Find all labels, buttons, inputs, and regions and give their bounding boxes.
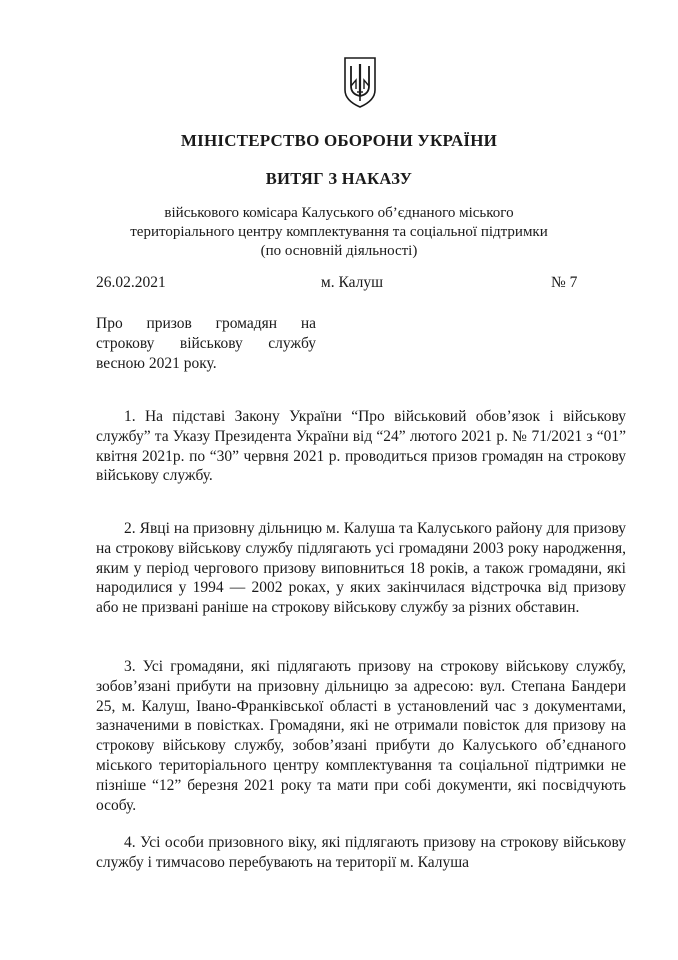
issuer-line-1: військового комісара Калуського об’єднаного міського xyxy=(164,205,514,221)
issuer-line-3: (по основній діяльності) xyxy=(260,243,418,259)
paragraph-4: 4. Усі особи призовного віку, які підлягають призову на строкову військову службу і тимчасово перебувають на території м. Калуша xyxy=(96,834,626,871)
ministry-heading: МІНІСТЕРСТВО ОБОРОНИ УКРАЇНИ xyxy=(180,131,498,150)
order-date: 26.02.2021 xyxy=(96,274,166,291)
order-place: м. Калуш xyxy=(320,274,384,291)
tryzub-coat-of-arms-icon xyxy=(343,56,377,108)
order-subject: Про призов громадян на строкову військову службу весною 2021 року. xyxy=(96,315,316,372)
paragraph-3: 3. Усі громадяни, які підлягають призову на строкову військову службу, зобов’язані прибути на призовну дільницю за адресою: вул. Степана Бандери 25, м. Калуш, Івано-Франківської області в установлений час з документами, зазначеними в повістках. Громадяни, які не отримали повісток для призову на строкову військову службу, зобов’язані прибути до Калуського об’єднаного міського територіального центру комплектування та соціальної підтримки не пізніше “12” березня 2021 року та мати при собі документи, які посвідчують особу. xyxy=(96,658,626,814)
document-title: ВИТЯГ З НАКАЗУ xyxy=(265,169,413,188)
order-number: № 7 xyxy=(551,274,578,291)
paragraph-1: 1. На підставі Закону України “Про військовий обов’язок і військову службу” та Указу Президента України від “24” лютого 2021 р. № 71/2021 з “01” квітня 2021р. по “30” червня 2021 р. проводиться призов громадян на строкову військову службу. xyxy=(96,408,626,485)
paragraph-2: 2. Явці на призовну дільницю м. Калуша та Калуського району для призову на строкову військову службу підлягають усі громадяни 2003 року народження, яким у період чергового призову виповниться 18 років, а також громадяни, які народилися у 1994 — 2002 роках, у яких закінчилася відстрочка від призову або не призвані раніше на строкову військову службу за різних обставин. xyxy=(96,520,626,617)
issuer-line-2: територіального центру комплектування та соціальної підтримки xyxy=(130,224,548,240)
